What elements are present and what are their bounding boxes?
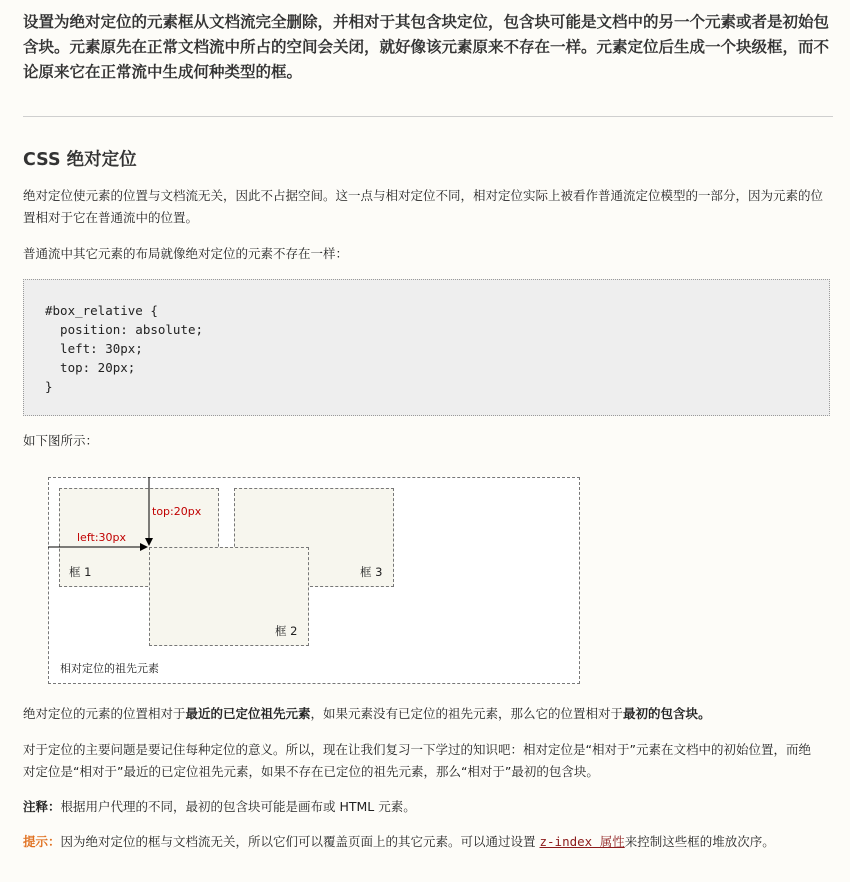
ancestor-label: 相对定位的祖先元素 [60, 662, 159, 675]
para4-text-d: 。 [698, 706, 711, 721]
note-paragraph [23, 796, 823, 818]
code-block [23, 279, 830, 416]
note-text: 根据用户代理的不同，最初的包含块可能是画布或 HTML 元素。 [60, 799, 416, 814]
left-offset-label: left:30px [77, 531, 127, 544]
divider [23, 116, 833, 117]
paragraph-relative-to-ancestor [23, 703, 823, 725]
top-offset-label: top:20px [152, 505, 202, 518]
paragraph-figure-caption: 如下图所示： [23, 433, 99, 448]
section-heading: CSS 绝对定位 [23, 150, 137, 170]
para4-bold-containing-block: 最初的包含块 [623, 706, 699, 721]
tip-label: 提示： [23, 834, 61, 849]
para4-text-c: ，如果元素没有已定位的祖先元素，那么它的位置相对于 [310, 706, 624, 721]
z-index-link[interactable]: z-index 属性 [539, 834, 625, 849]
tip-text-1: 因为绝对定位的框与文档流无关，所以它们可以覆盖页面上的其它元素。可以通过设置 [60, 834, 540, 849]
tip-paragraph [23, 831, 823, 853]
positioning-diagram [23, 460, 583, 685]
code-text: #box_relative { position: absolute; left: 30px; top: 20px; } [45, 303, 204, 394]
paragraph-review: 对于定位的主要问题是要记住每种定位的意义。所以，现在让我们复习一下学过的知识吧：相对定位是“相对于”元素在文档中的初始位置，而绝对定位是“相对于”最近的已定位祖先元素，如果不存在已定位的祖先元素，那么“相对于”最初的包含块。 [23, 742, 811, 779]
note-label: 注释： [23, 799, 61, 814]
box-1-label: 框 1 [69, 565, 92, 579]
box-3-label: 框 3 [360, 565, 383, 579]
paragraph-absolute-intro: 绝对定位使元素的位置与文档流无关，因此不占据空间。这一点与相对定位不同，相对定位实际上被看作普通流定位模型的一部分，因为元素的位置相对于它在普通流中的位置。 [23, 188, 824, 225]
tip-text-2: 来控制这些框的堆放次序。 [624, 834, 775, 849]
offset-arrows [23, 460, 583, 685]
box-2-label: 框 2 [275, 624, 298, 638]
para4-text-a: 绝对定位的元素的位置相对于 [23, 706, 186, 721]
para4-bold-ancestor: 最近的已定位祖先元素 [185, 706, 311, 721]
paragraph-normal-flow: 普通流中其它元素的布局就像绝对定位的元素不存在一样： [23, 246, 349, 261]
intro-paragraph: 设置为绝对定位的元素框从文档流完全删除，并相对于其包含块定位，包含块可能是文档中的另一个元素或者是初始包含块。元素原先在正常文档流中所占的空间会关闭，就好像该元素原来不存在一样。元素定位后生成一个块级框，而不论原来它在正常流中生成何种类型的框。 [23, 13, 830, 81]
